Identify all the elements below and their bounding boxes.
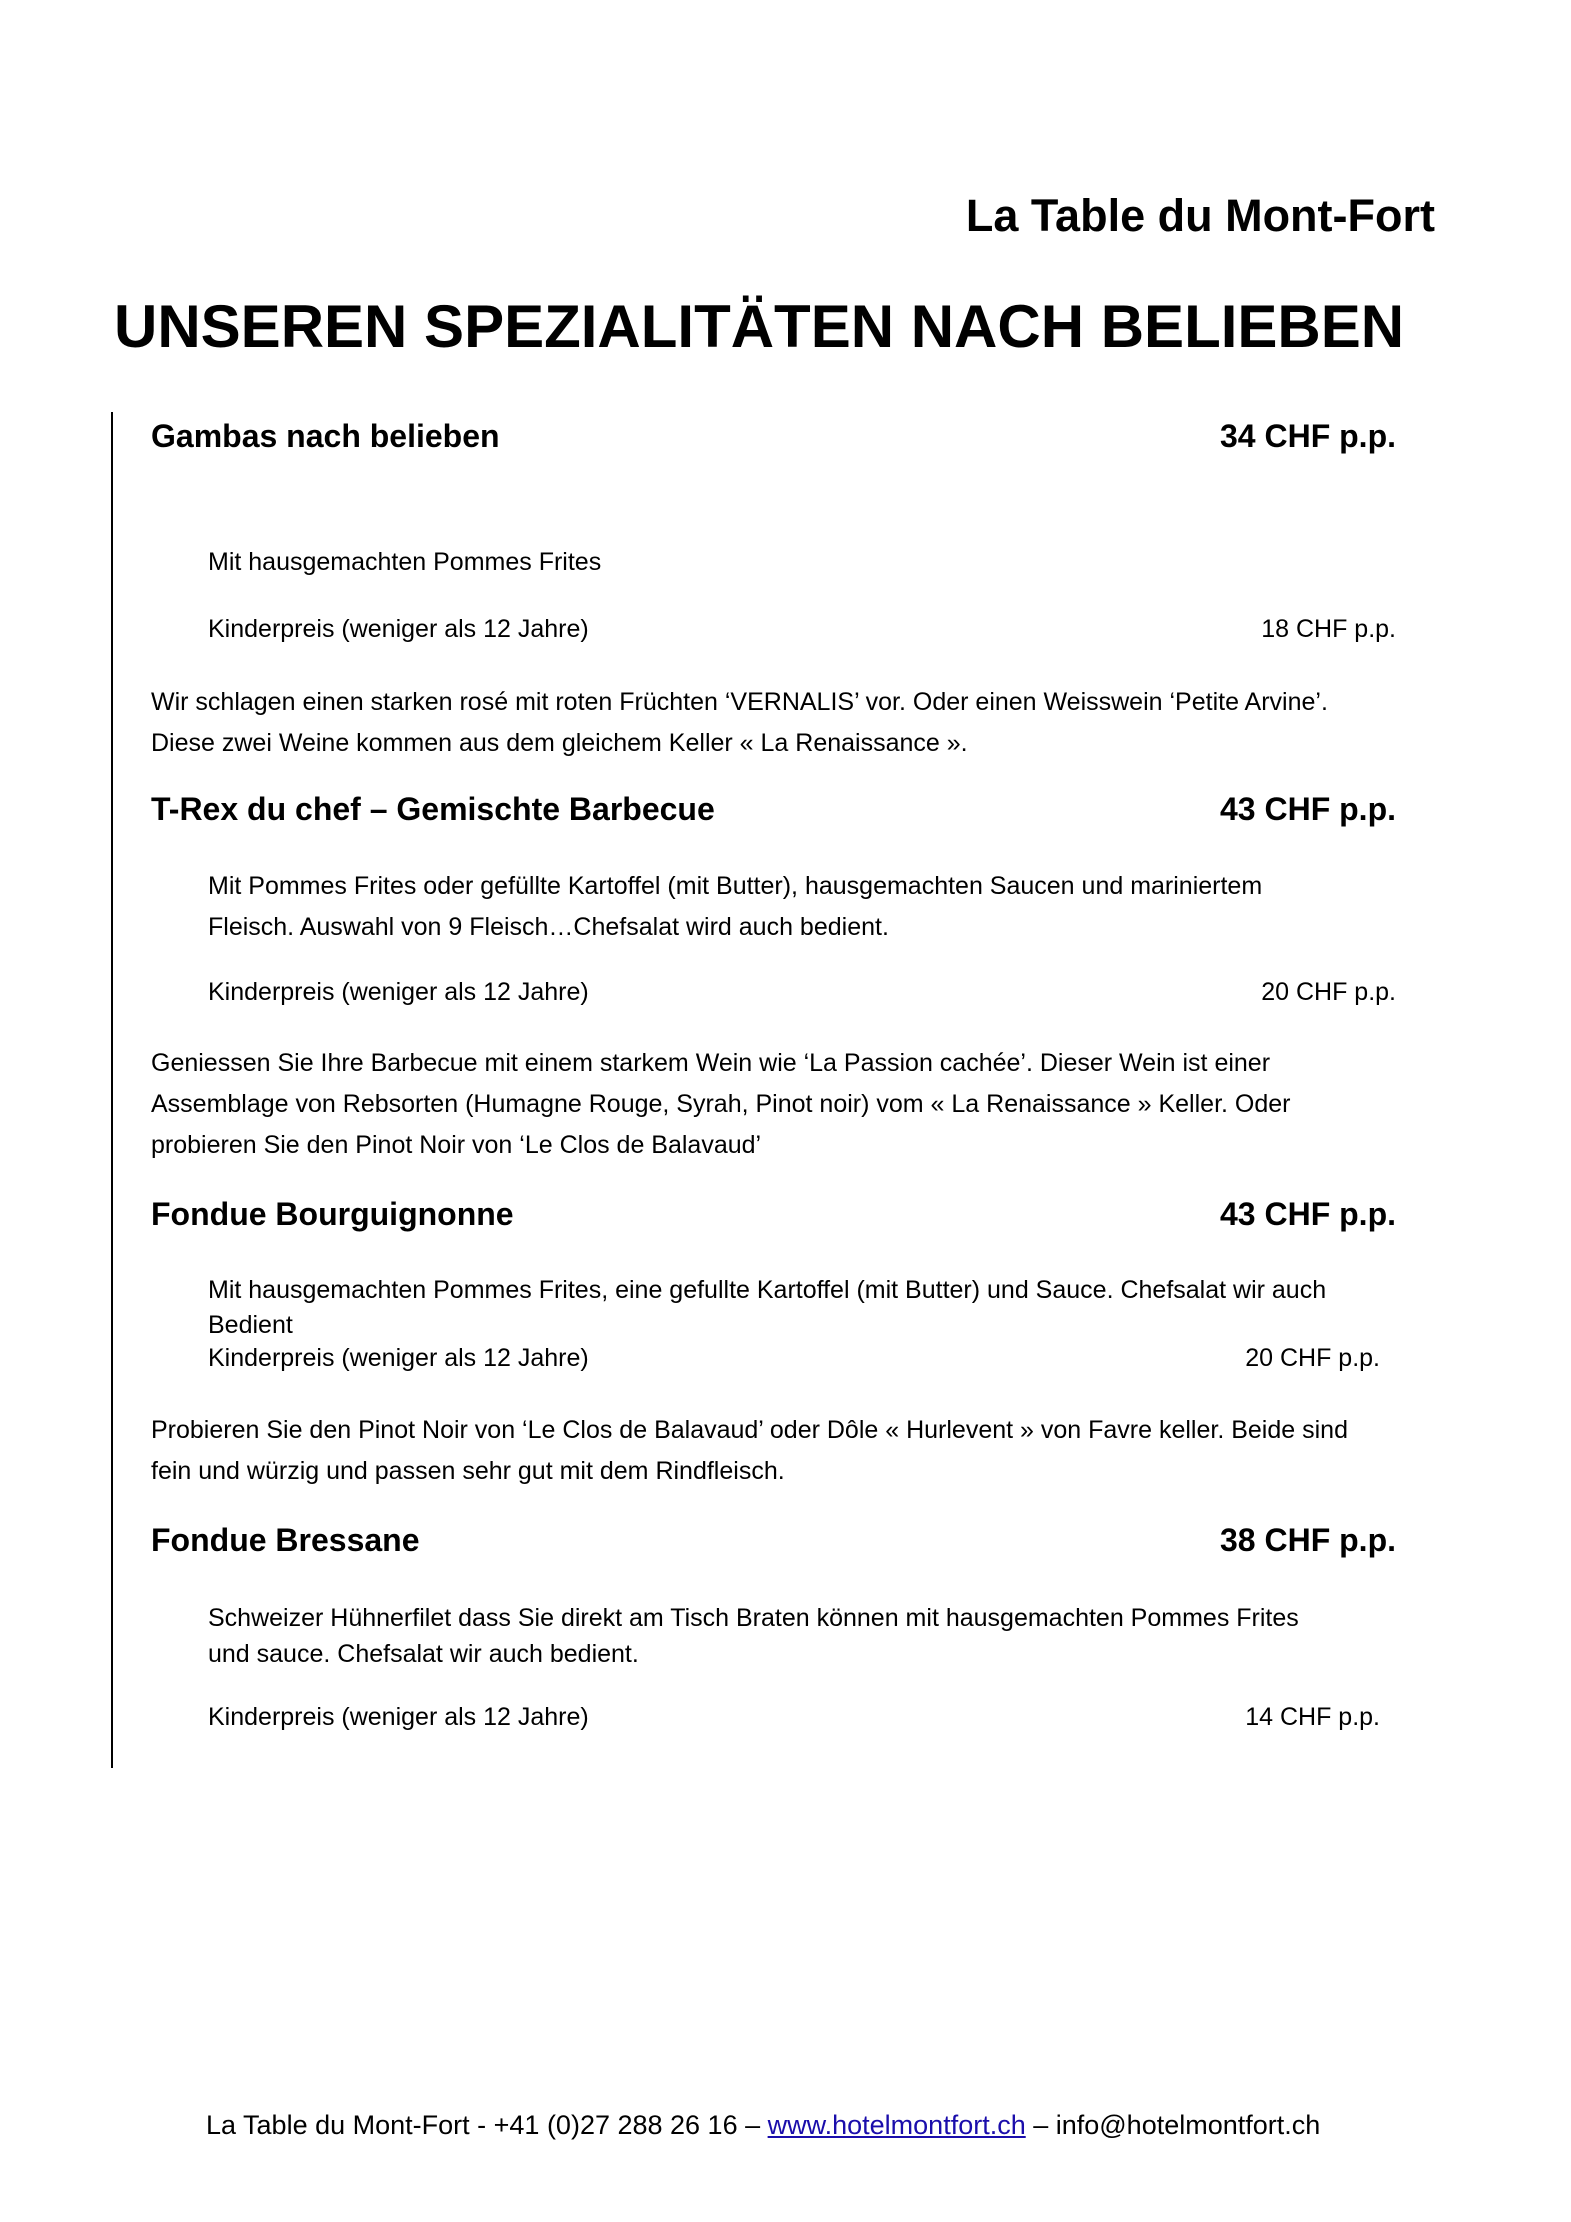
description-line: und sauce. Chefsalat wir auch bedient. bbox=[208, 1640, 639, 1668]
dish-price: 38 CHF p.p. bbox=[1219, 1522, 1396, 1558]
child-price-row bbox=[208, 1703, 1380, 1732]
description-line: Bedient bbox=[208, 1311, 293, 1339]
dish-name: T-Rex du chef – Gemischte Barbecue bbox=[151, 791, 715, 827]
child-price: 20 CHF p.p. bbox=[1245, 1344, 1380, 1372]
footer-contact: La Table du Mont-Fort - +41 (0)27 288 26 16 – bbox=[206, 2110, 768, 2140]
dish-price: 43 CHF p.p. bbox=[1219, 1196, 1396, 1232]
description-line: Mit Pommes Frites oder gefüllte Kartoffel (mit Butter), hausgemachten Saucen und mariniertem bbox=[208, 872, 1263, 900]
dish-name: Fondue Bourguignonne bbox=[151, 1196, 514, 1232]
dish-description bbox=[208, 542, 601, 583]
section-rule bbox=[111, 412, 113, 1768]
restaurant-name: La Table du Mont-Fort bbox=[965, 190, 1435, 241]
dish-description bbox=[208, 866, 1262, 948]
description-line: Fleisch. Auswahl von 9 Fleisch…Chefsalat wird auch bedient. bbox=[208, 913, 889, 941]
child-price-label: Kinderpreis (weniger als 12 Jahre) bbox=[208, 1703, 589, 1731]
wine-recommendation bbox=[151, 1410, 1348, 1492]
wine-line: probieren Sie den Pinot Noir von ‘Le Clos de Balavaud’ bbox=[151, 1131, 762, 1159]
child-price: 14 CHF p.p. bbox=[1245, 1703, 1380, 1731]
dish-row bbox=[151, 1522, 1396, 1559]
child-price-label: Kinderpreis (weniger als 12 Jahre) bbox=[208, 1344, 589, 1372]
dish-row bbox=[151, 1196, 1396, 1233]
description-line: Mit hausgemachten Pommes Frites, eine gefullte Kartoffel (mit Butter) und Sauce. Chefsalat wir auch bbox=[208, 1276, 1327, 1304]
child-price-row bbox=[208, 1344, 1380, 1373]
wine-line: Assemblage von Rebsorten (Humagne Rouge, Syrah, Pinot noir) vom « La Renaissance » Keller. Oder bbox=[151, 1090, 1291, 1118]
dish-name: Fondue Bressane bbox=[151, 1522, 420, 1558]
wine-line: Diese zwei Weine kommen aus dem gleichem Keller « La Renaissance ». bbox=[151, 729, 968, 757]
footer bbox=[206, 2110, 1320, 2141]
description-line: Mit hausgemachten Pommes Frites bbox=[208, 548, 602, 576]
website-link[interactable]: www.hotelmontfort.ch bbox=[767, 2110, 1026, 2140]
wine-line: Probieren Sie den Pinot Noir von ‘Le Clos de Balavaud’ oder Dôle « Hurlevent » von Favre keller. Beide sind bbox=[151, 1416, 1348, 1444]
wine-recommendation bbox=[151, 1043, 1291, 1166]
wine-line: Wir schlagen einen starken rosé mit roten Früchten ‘VERNALIS’ vor. Oder einen Weisswein ‘Petite Arvine’. bbox=[151, 688, 1328, 716]
dish-row bbox=[151, 791, 1396, 828]
dish-price: 34 CHF p.p. bbox=[1219, 418, 1396, 454]
child-price: 20 CHF p.p. bbox=[1261, 978, 1396, 1006]
dish-name: Gambas nach belieben bbox=[151, 418, 500, 454]
wine-recommendation bbox=[151, 682, 1328, 764]
page-title: UNSEREN SPEZIALITÄTEN NACH BELIEBEN bbox=[114, 293, 1405, 360]
child-price-label: Kinderpreis (weniger als 12 Jahre) bbox=[208, 615, 589, 643]
description-line: Schweizer Hühnerfilet dass Sie direkt am Tisch Braten können mit hausgemachten Pommes Frites bbox=[208, 1604, 1299, 1632]
dish-price: 43 CHF p.p. bbox=[1219, 791, 1396, 827]
wine-line: Geniessen Sie Ihre Barbecue mit einem starkem Wein wie ‘La Passion cachée’. Dieser Wein ist einer bbox=[151, 1049, 1271, 1077]
footer-email: – info@hotelmontfort.ch bbox=[1025, 2110, 1321, 2140]
child-price-row bbox=[208, 978, 1396, 1007]
child-price: 18 CHF p.p. bbox=[1261, 615, 1396, 643]
dish-description bbox=[208, 1600, 1299, 1672]
child-price-label: Kinderpreis (weniger als 12 Jahre) bbox=[208, 978, 589, 1006]
child-price-row bbox=[208, 615, 1396, 644]
dish-description bbox=[208, 1273, 1326, 1343]
wine-line: fein und würzig und passen sehr gut mit dem Rindfleisch. bbox=[151, 1457, 785, 1485]
dish-row bbox=[151, 418, 1396, 455]
